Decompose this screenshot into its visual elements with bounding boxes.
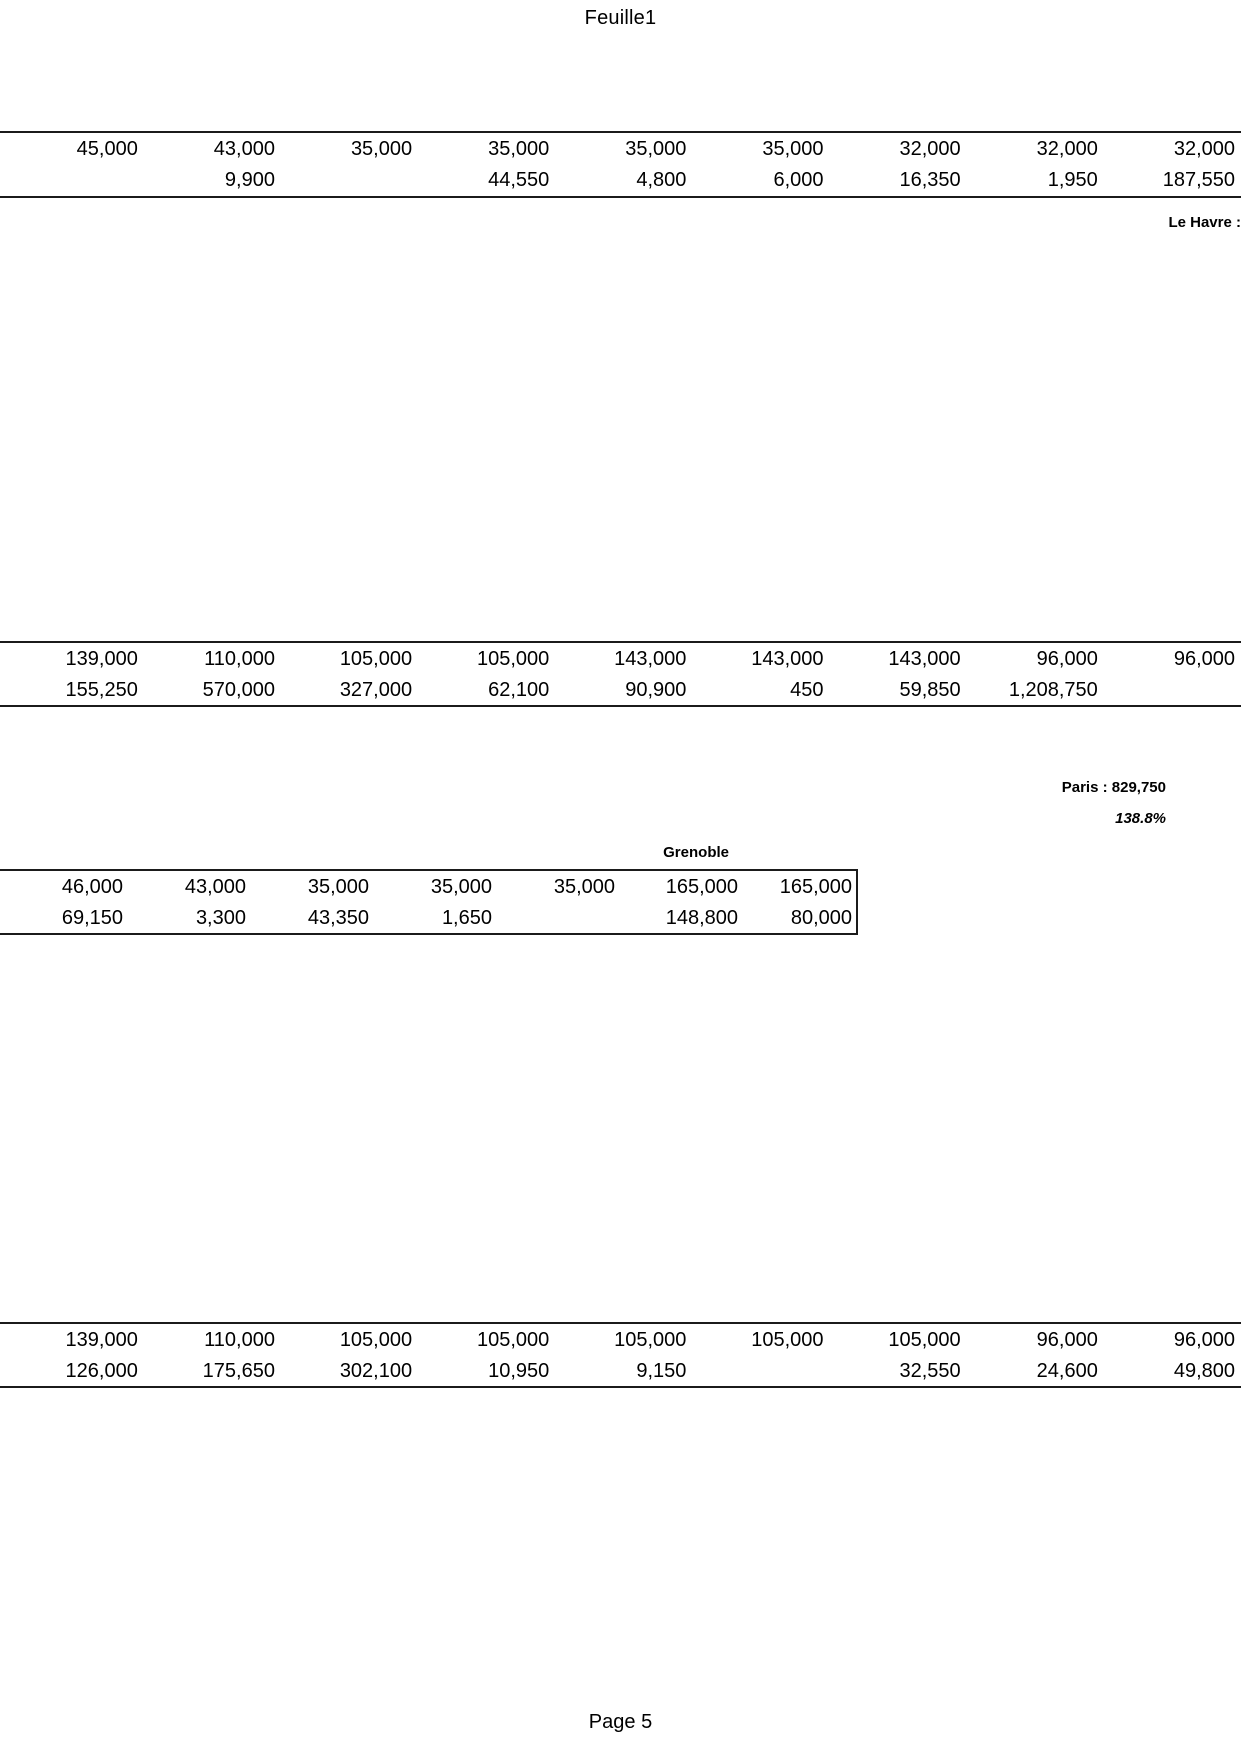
block-2-mid-rule [0,705,1241,707]
cell: 35,000 [307,876,369,898]
cell: 46,000 [61,876,123,898]
cell [692,1356,829,1387]
cell: 96,000 [1173,648,1235,670]
cell: 450 [790,679,824,701]
cell: 1,650 [441,907,492,929]
cell: 80,000 [790,907,852,929]
cell: 32,000 [1036,138,1098,160]
cell: 16,350 [899,169,961,191]
cell: 143,000 [751,648,824,670]
cell: 105,000 [339,648,413,670]
cell: 4,800 [636,169,687,191]
cell: 105,000 [476,1329,550,1351]
sheet-header-title: Feuille1 [584,7,657,29]
cell: 35,000 [553,876,615,898]
block-3-right-border [856,869,858,935]
block-4-bottom-rule [0,1386,1241,1388]
cell: 143,000 [888,648,961,670]
cell: 43,000 [213,138,275,160]
block-1-bottom-rule [0,196,1241,198]
cell: 327,000 [339,679,413,701]
cell: 32,000 [899,138,961,160]
cell: 1,208,750 [1008,679,1098,701]
cell: 96,000 [1036,1329,1098,1351]
cell: 35,000 [488,138,550,160]
cell [498,903,621,934]
table-row [0,903,858,934]
table-row [0,644,1241,675]
cell: 570,000 [202,679,275,701]
page-footer-label: Page 5 [588,1711,653,1733]
cell: 35,000 [762,138,824,160]
cell: 105,000 [339,1329,413,1351]
cell: 10,950 [488,1360,550,1382]
cell: 24,600 [1036,1360,1098,1382]
cell: 139,000 [65,648,138,670]
cell: 96,000 [1173,1329,1235,1351]
cell: 35,000 [350,138,413,160]
cell: 139,000 [65,1329,138,1351]
cell: 44,550 [488,169,550,191]
cell: 148,800 [665,907,738,929]
cell: 105,000 [751,1329,824,1351]
block-2-note-paris: Paris : 829,750 [1061,779,1166,796]
block-1-note-le-havre: Le Havre : [1168,214,1241,231]
table-row [0,134,1241,165]
cell: 143,000 [614,648,687,670]
cell: 110,000 [204,648,275,670]
cell: 165,000 [779,876,852,898]
block-3-bottom-rule [0,933,858,935]
cell: 35,000 [625,138,687,160]
cell: 59,850 [899,679,961,701]
cell: 6,000 [773,169,824,191]
cell: 96,000 [1036,648,1098,670]
table-row [0,1356,1241,1387]
cell: 105,000 [614,1329,687,1351]
cell: 175,650 [202,1360,275,1382]
cell: 35,000 [430,876,492,898]
cell: 165,000 [665,876,738,898]
table-row [0,1325,1241,1356]
cell: 3,300 [195,907,246,929]
table-row [0,675,1241,706]
block-2-note-percentage: 138.8% [1115,810,1166,827]
cell: 9,150 [636,1360,687,1382]
cell: 110,000 [204,1329,275,1351]
block-1-top-rule [0,131,1241,133]
block-4-top-rule [0,1322,1241,1324]
block-1-table [0,134,1241,196]
cell: 1,950 [1047,169,1098,191]
cell: 43,000 [184,876,246,898]
cell: 187,550 [1162,169,1235,191]
block-3-top-rule [0,869,858,871]
block-2-table [0,644,1241,706]
cell: 90,900 [625,679,687,701]
cell: 62,100 [488,679,550,701]
cell [281,165,418,196]
table-row [0,165,1241,196]
cell: 302,100 [339,1360,413,1382]
cell [1104,675,1241,706]
cell: 9,900 [224,169,275,191]
cell: 45,000 [76,138,138,160]
cell: 32,000 [1173,138,1235,160]
cell: 69,150 [61,907,123,929]
cell: 43,350 [307,907,369,929]
block-3-table [0,872,858,934]
cell: 155,250 [65,679,138,701]
cell: 32,550 [899,1360,961,1382]
block-2-top-rule [0,641,1241,643]
block-4-table [0,1325,1241,1387]
block-3-note-grenoble: Grenoble [663,844,729,861]
cell: 126,000 [65,1360,138,1382]
table-row [0,872,858,903]
cell: 105,000 [476,648,550,670]
cell: 105,000 [888,1329,961,1351]
cell: 49,800 [1173,1360,1235,1382]
cell [0,165,144,196]
